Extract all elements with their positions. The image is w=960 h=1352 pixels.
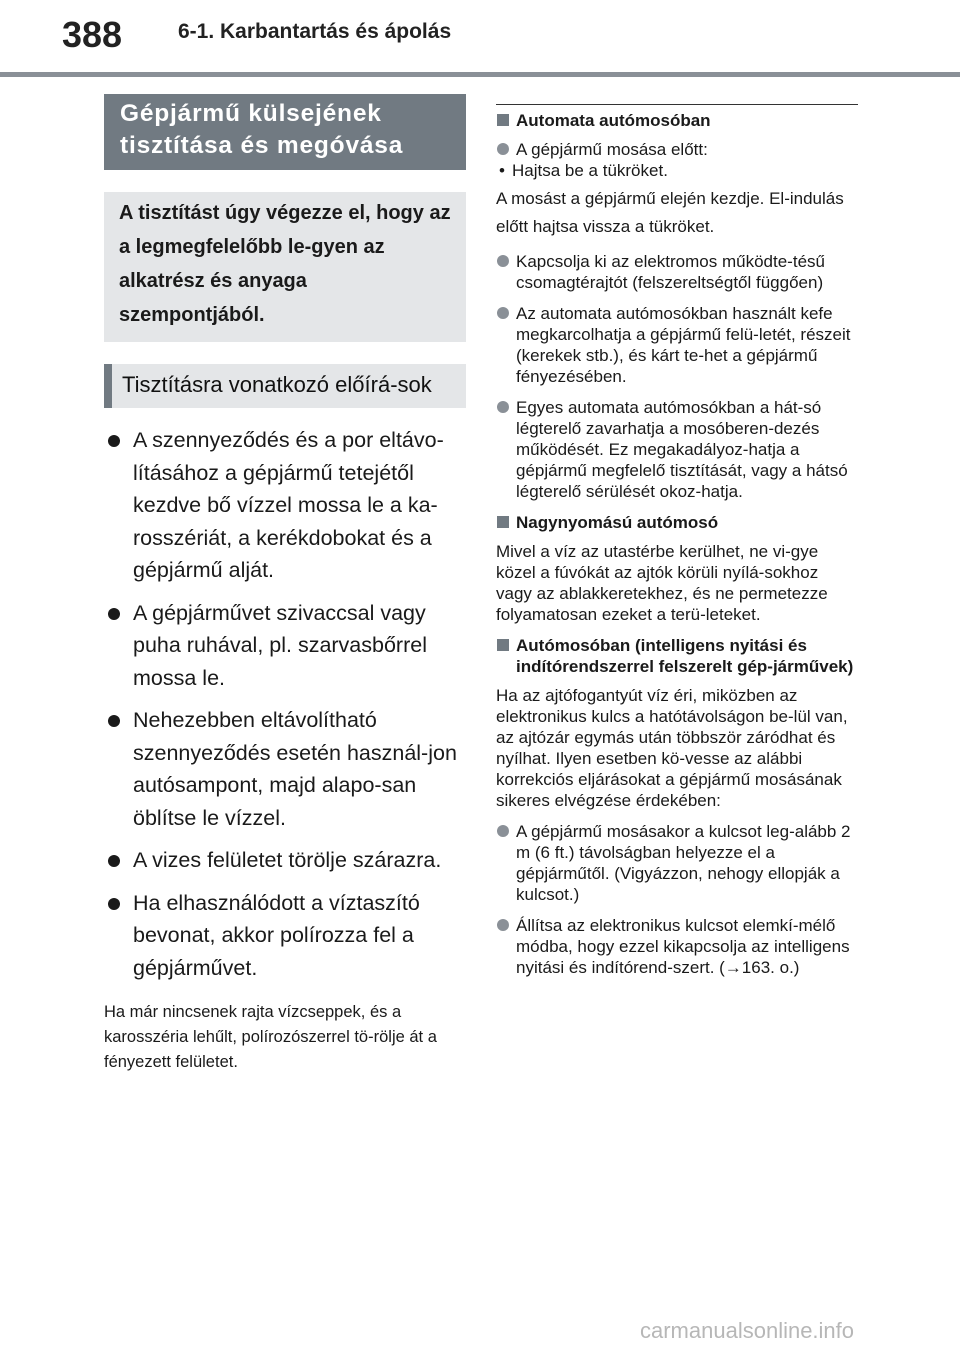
square-bullet-icon	[497, 639, 509, 651]
paragraph: A mosást a gépjármű elején kezdje. El-indulás előtt hajtsa vissza a tükröket.	[496, 189, 844, 236]
column-rule	[496, 104, 858, 105]
list-item-text: A gépjárművet szivaccsal vagy puha ruhával, pl. szarvasbőrrel mossa le.	[133, 600, 427, 690]
header-rule	[0, 72, 960, 77]
right-column	[496, 104, 858, 988]
circle-bullet-icon	[497, 307, 509, 319]
list-item-text: A vizes felületet törölje szárazra.	[133, 848, 442, 872]
list-item: A gépjármű mosása előtt:	[496, 139, 858, 160]
cleaning-steps-list	[104, 424, 466, 984]
circle-bullet-icon	[497, 919, 509, 931]
section-title: 6-1. Karbantartás és ápolás	[178, 20, 452, 43]
list-item: Kapcsolja ki az elektromos működte-tésű csomagtérajtót (felszereltségtől függően)	[496, 251, 858, 293]
list-item	[104, 887, 466, 985]
intro-box: A tisztítást úgy végezze el, hogy az a legmegfelelőbb le-gyen az alkatrész és anyaga szempontjából.	[104, 192, 466, 342]
paragraph: Mivel a víz az utastérbe kerülhet, ne vi-gye közel a fúvókát az ajtók körüli nyílá-sokhoz vagy az ablakkeretekhez, és ne permetezze folyamatosan ezeket a terü-leteket.	[496, 542, 828, 624]
list-item: Egyes automata autómosókban a hát-só légterelő zavarhatja a mosóberen-dezés működését. Ez megakadályoz-hatja a gépjármű megfelelő tisztítását, vagy a hátsó légterelő sérülését okoz-hatja.	[496, 397, 858, 502]
square-bullet-icon	[497, 114, 509, 126]
list-item-text: A szennyeződés és a por eltávo-lításához a gépjármű tetejétől kezdve bő vízzel mossa le a ka-rosszériát, a kerékdobokat és a gépjármű alját.	[133, 428, 444, 582]
dot-mark: •	[499, 161, 505, 180]
bullet-icon	[108, 855, 120, 867]
circle-bullet-icon	[497, 401, 509, 413]
left-column	[104, 94, 466, 1075]
section-heading: Automata autómosóban	[496, 110, 858, 131]
section-heading: Nagynyomású autómosó	[496, 512, 858, 533]
circle-bullet-icon	[497, 825, 509, 837]
sub-list-item: • Hajtsa be a tükröket.	[499, 161, 668, 180]
bullet-icon	[108, 608, 120, 620]
list-item	[104, 844, 466, 877]
section-heading: Autómosóban (intelligens nyitási és indítórendszerrel felszerelt gép-járművek)	[496, 635, 858, 677]
list-item: Az automata autómosókban használt kefe megkarcolhatja a gépjármű felü-letét, részeit (kerekek stb.), és kárt te-het a gépjármű fényezésében.	[496, 303, 858, 387]
subheading-box: Tisztításra vonatkozó előírá-sok	[104, 364, 466, 408]
bullet-icon	[108, 898, 120, 910]
list-item: Állítsa az elektronikus kulcsot elemkí-mélő módba, hogy ezzel kikapcsolja az intelligens nyitási és indítórend-szert. (→163. o.)	[496, 915, 858, 978]
circle-bullet-icon	[497, 255, 509, 267]
chapter-title: Gépjármű külsejének tisztítása és megóvása	[104, 94, 466, 170]
bullet-icon	[108, 435, 120, 447]
list-item: A gépjármű mosásakor a kulcsot leg-alább 2 m (6 ft.) távolságban helyezze el a gépjárműtől. (Vigyázzon, nehogy ellopják a kulcsot.)	[496, 821, 858, 905]
paragraph: Ha az ajtófogantyút víz éri, miközben az elektronikus kulcs a hatótávolságon be-lül van, az ajtózár egymás után többször záródhat és nyílhat. Ilyen esetben kö-vesse az alábbi korrekciós eljárásokat a gépjármű mosásának sikeres elvégzése érdekében:	[496, 686, 848, 810]
page-header	[0, 0, 960, 78]
square-bullet-icon	[497, 516, 509, 528]
circle-bullet-icon	[497, 143, 509, 155]
page-number: 388	[62, 14, 123, 55]
polish-note: Ha már nincsenek rajta vízcseppek, és a karosszéria lehűlt, polírozószerrel tö-rölje át a fényezett felületet.	[104, 1003, 437, 1071]
list-item-text: Ha elhasználódott a víztaszító bevonat, akkor polírozza fel a gépjárművet.	[133, 890, 420, 980]
bullet-icon	[108, 715, 120, 727]
list-item	[104, 704, 466, 834]
list-item	[104, 597, 466, 695]
list-item	[104, 424, 466, 587]
list-item-text: Nehezebben eltávolítható szennyeződés esetén használ-jon autósampont, majd alapo-san öblítse le vízzel.	[133, 708, 457, 830]
watermark: carmanualsonline.info	[640, 1318, 855, 1343]
